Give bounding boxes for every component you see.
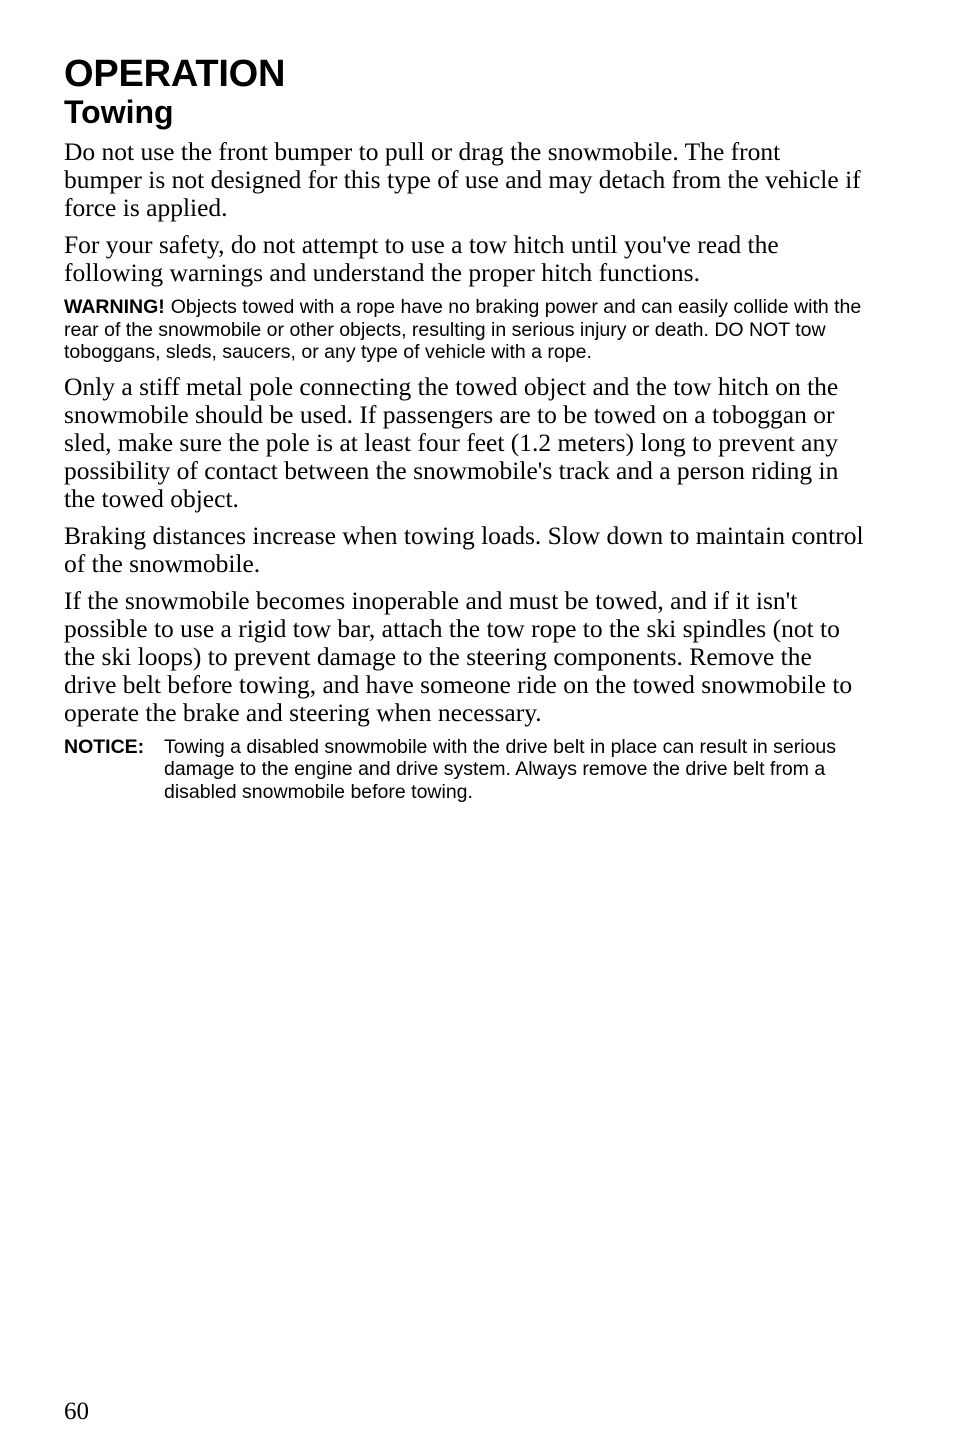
subsection-title: Towing (64, 94, 174, 130)
notice-block (64, 736, 864, 804)
paragraph-front-bumper: Do not use the front bumper to pull or drag the snowmobile. The front bumper is not designed for this type of use and may detach from the vehicle if force is applied. (64, 137, 861, 222)
section-title: OPERATION (64, 53, 286, 95)
paragraph-braking-distances: Braking distances increase when towing loads. Slow down to maintain control of the snowmobile. (64, 520, 864, 578)
notice-label: NOTICE: (64, 735, 145, 758)
warning-block (64, 296, 864, 364)
manual-page (64, 54, 864, 803)
paragraph-metal-pole: Only a stiff metal pole connecting the towed object and the tow hitch on the snowmobile should be used. If passengers are to be towed on a toboggan or sled, make sure the pole is at least four feet (1.2 meters) long to prevent any possibility of contact between the snowmobile's track and a person riding in the towed object. (64, 371, 839, 513)
notice-text: Towing a disabled snowmobile with the drive belt in place can result in serious damage to the engine and drive system. Always remove the drive belt from a disabled snowmobile before towing. (164, 735, 837, 803)
page-number: 60 (64, 1398, 89, 1425)
paragraph-tow-hitch-safety: For your safety, do not attempt to use a tow hitch until you've read the following warnings and understand the proper hitch functions. (64, 230, 779, 287)
warning-label: WARNING! (64, 296, 165, 318)
warning-text: Objects towed with a rope have no braking power and can easily collide with the rear of the snowmobile or other objects, resulting in serious injury or death. DO NOT tow toboggans, sleds, saucers, or any type of vehicle with a rope. (64, 296, 862, 363)
paragraph-inoperable-towing: If the snowmobile becomes inoperable and must be towed, and if it isn't possible to use a rigid tow bar, attach the tow rope to the ski spindles (not to the ski loops) to prevent damage to the steering components. Remove the drive belt before towing, and have someone ride on the towed snowmobile to operate the brake and steering when necessary. (64, 585, 853, 727)
